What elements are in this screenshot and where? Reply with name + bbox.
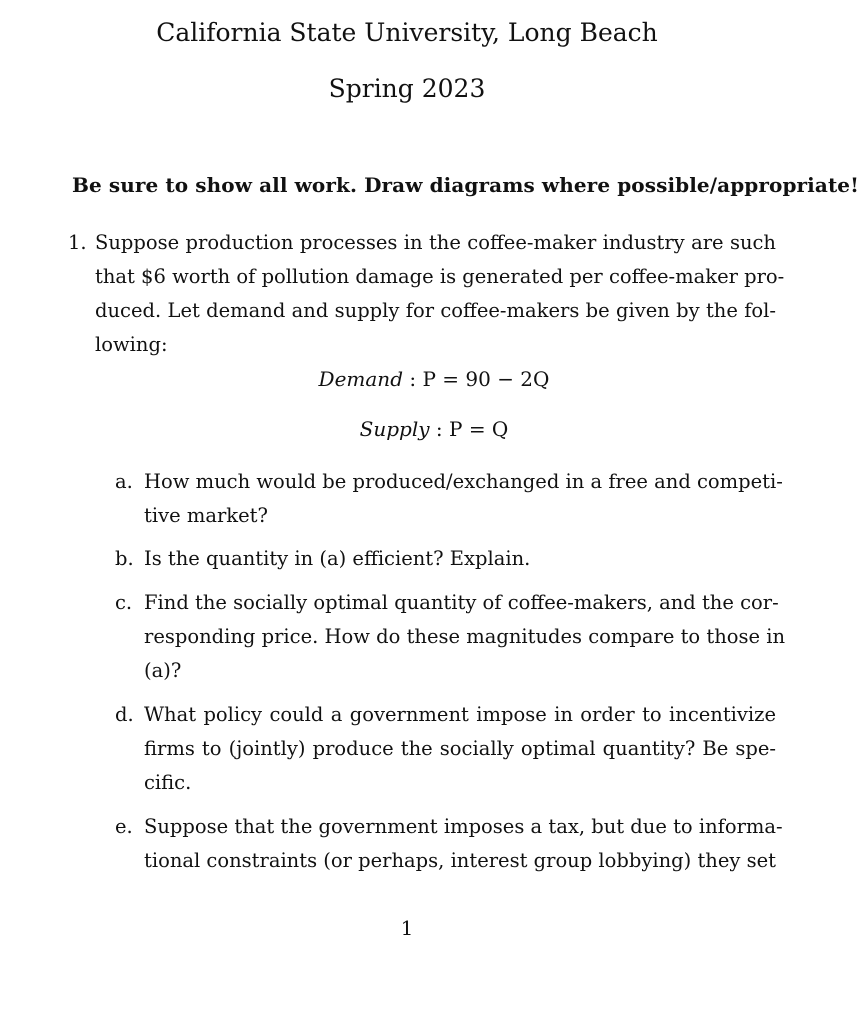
part-e-line: Suppose that the government imposes a tax, but due to informa- [144, 815, 783, 838]
question-intro-line: Suppose production processes in the coffee-maker industry are such [95, 231, 776, 254]
supply-label: Supply [359, 417, 430, 441]
part-c-marker: c. [115, 591, 133, 614]
question-number: 1. [68, 231, 87, 254]
part-b-line: Is the quantity in (a) efficient? Explain. [144, 547, 531, 570]
demand-label: Demand [318, 367, 403, 391]
demand-equation [0, 367, 868, 391]
part-c-line: responding price. How do these magnitudes compare to those in [144, 625, 786, 648]
part-e-line: tional constraints (or perhaps, interest group lobbying) they set [144, 849, 776, 872]
question-intro-line: duced. Let demand and supply for coffee-makers be given by the fol- [95, 299, 776, 322]
page-number: 1 [400, 916, 414, 940]
part-a-line: tive market? [144, 504, 268, 527]
part-a-marker: a. [115, 470, 133, 493]
part-e-marker: e. [115, 815, 133, 838]
question-intro-line: that $6 worth of pollution damage is generated per coffee-maker pro- [95, 265, 785, 288]
part-d-line: cific. [144, 771, 192, 794]
part-d-line: What policy could a government impose in order to incentivize [144, 703, 776, 726]
part-c-line: Find the socially optimal quantity of coffee-makers, and the cor- [144, 591, 779, 614]
part-d-line: firms to (jointly) produce the socially optimal quantity? Be spe- [144, 737, 776, 760]
term-subtitle: Spring 2023 [328, 74, 486, 103]
university-title: California State University, Long Beach [156, 18, 658, 47]
part-a-line: How much would be produced/exchanged in a free and competi- [144, 470, 783, 493]
part-b-marker: b. [115, 547, 134, 570]
supply-formula: : P = Q [429, 417, 509, 441]
question-intro-line: lowing: [95, 333, 168, 356]
instruction-text: Be sure to show all work. Draw diagrams where possible/appropriate! [72, 173, 859, 197]
part-c-line: (a)? [144, 659, 182, 682]
supply-equation [0, 417, 868, 441]
part-d-marker: d. [115, 703, 134, 726]
demand-formula: : P = 90 − 2Q [403, 367, 550, 391]
